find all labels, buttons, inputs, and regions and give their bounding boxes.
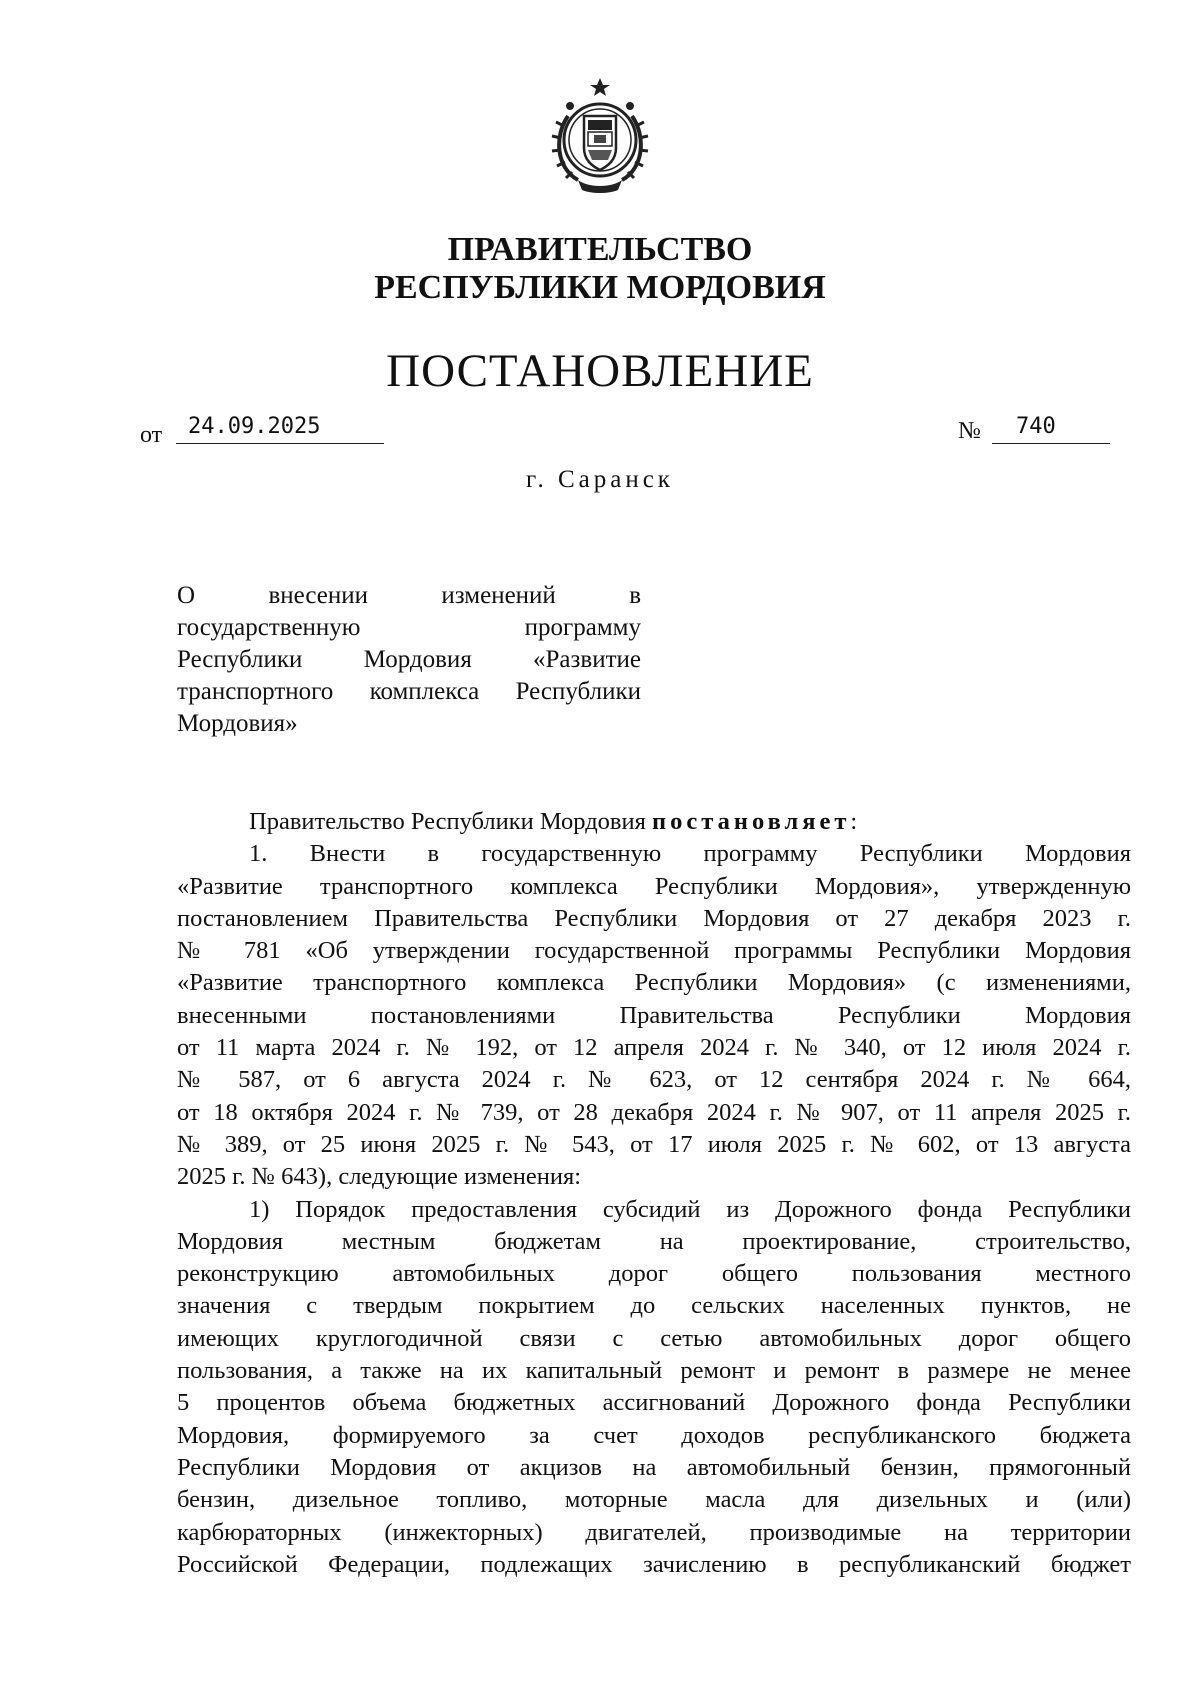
government-title-line2: РЕСПУБЛИКИ МОРДОВИЯ (374, 269, 826, 306)
coat-of-arms-emblem (548, 76, 652, 194)
body-line: от 11 марта 2024 г. № 192, от 12 апреля 2024 г. № 340, от 12 июля 2024 г. (177, 1034, 1131, 1062)
subject-line: Мордовия» (177, 710, 298, 737)
document-date: 24.09.2025 (176, 414, 384, 444)
decree-word: постановляет (652, 808, 851, 835)
subject-line: государственную программу (177, 614, 641, 641)
body-line: «Развитие транспортного комплекса Республики Мордовия», утвержденную (177, 872, 1131, 900)
body-line: № 389, от 25 июня 2025 г. № 543, от 17 июля 2025 г. № 602, от 13 августа (177, 1130, 1131, 1158)
document-subject (177, 580, 641, 740)
body-intro: Правительство Республики Мордовия (249, 808, 646, 835)
body-line: от 18 октября 2024 г. № 739, от 28 декабря 2024 г. № 907, от 11 апреля 2025 г. (177, 1098, 1131, 1126)
date-prefix: от (140, 422, 163, 448)
subject-line: О внесении изменений в (177, 582, 641, 609)
body-intro-line (177, 806, 1131, 838)
subject-line: транспортного комплекса Республики (177, 678, 641, 705)
document-number: 740 (992, 414, 1110, 444)
body-line: Мордовия, формируемого за счет доходов республиканского бюджета (177, 1421, 1131, 1449)
body-line: имеющих круглогодичной связи с сетью автомобильных дорог общего (177, 1324, 1131, 1352)
body-line: Мордовия местным бюджетам на проектирование, строительство, (177, 1227, 1131, 1255)
body-line: 1) Порядок предоставления субсидий из Дорожного фонда Республики (249, 1195, 1131, 1223)
body-line: № 781 «Об утверждении государственной программы Республики Мордовия (177, 937, 1131, 965)
government-title-line1: ПРАВИТЕЛЬСТВО (447, 231, 753, 268)
body-line: бензин, дизельное топливо, моторные масла для дизельных и (или) (177, 1486, 1131, 1514)
document-type-title: ПОСТАНОВЛЕНИЕ (386, 345, 814, 397)
subject-line: Республики Мордовия «Развитие (177, 646, 641, 673)
body-line: Российской Федерации, подлежащих зачислению в республиканский бюджет (177, 1550, 1131, 1578)
body-line: Республики Мордовия от акцизов на автомобильный бензин, прямогонный (177, 1453, 1131, 1481)
body-line: пользования, а также на их капитальный ремонт и ремонт в размере не менее (177, 1357, 1131, 1385)
body-line: 2025 г. № 643), следующие изменения: (177, 1163, 582, 1191)
document-body (177, 806, 1131, 1581)
body-line: № 587, от 6 августа 2024 г. № 623, от 12 сентября 2024 г. № 664, (177, 1066, 1131, 1094)
date-number-row (140, 414, 1110, 450)
body-line: 5 процентов объема бюджетных ассигнований Дорожного фонда Республики (177, 1389, 1131, 1417)
body-line: внесенными постановлениями Правительства Республики Мордовия (177, 1001, 1131, 1029)
body-line: карбюраторных (инжекторных) двигателей, производимые на территории (177, 1518, 1131, 1546)
body-line: значения с твердым покрытием до сельских населенных пунктов, не (177, 1292, 1131, 1320)
city-line: г. Саранск (526, 466, 674, 493)
number-prefix: № (958, 418, 981, 444)
body-line: 1. Внести в государственную программу Республики Мордовия (249, 840, 1131, 868)
body-line: постановлением Правительства Республики Мордовия от 27 декабря 2023 г. (177, 904, 1131, 932)
body-intro-end: : (850, 808, 858, 835)
body-line: «Развитие транспортного комплекса Республики Мордовия» (с изменениями, (177, 969, 1131, 997)
body-line: реконструкцию автомобильных дорог общего пользования местного (177, 1260, 1131, 1288)
